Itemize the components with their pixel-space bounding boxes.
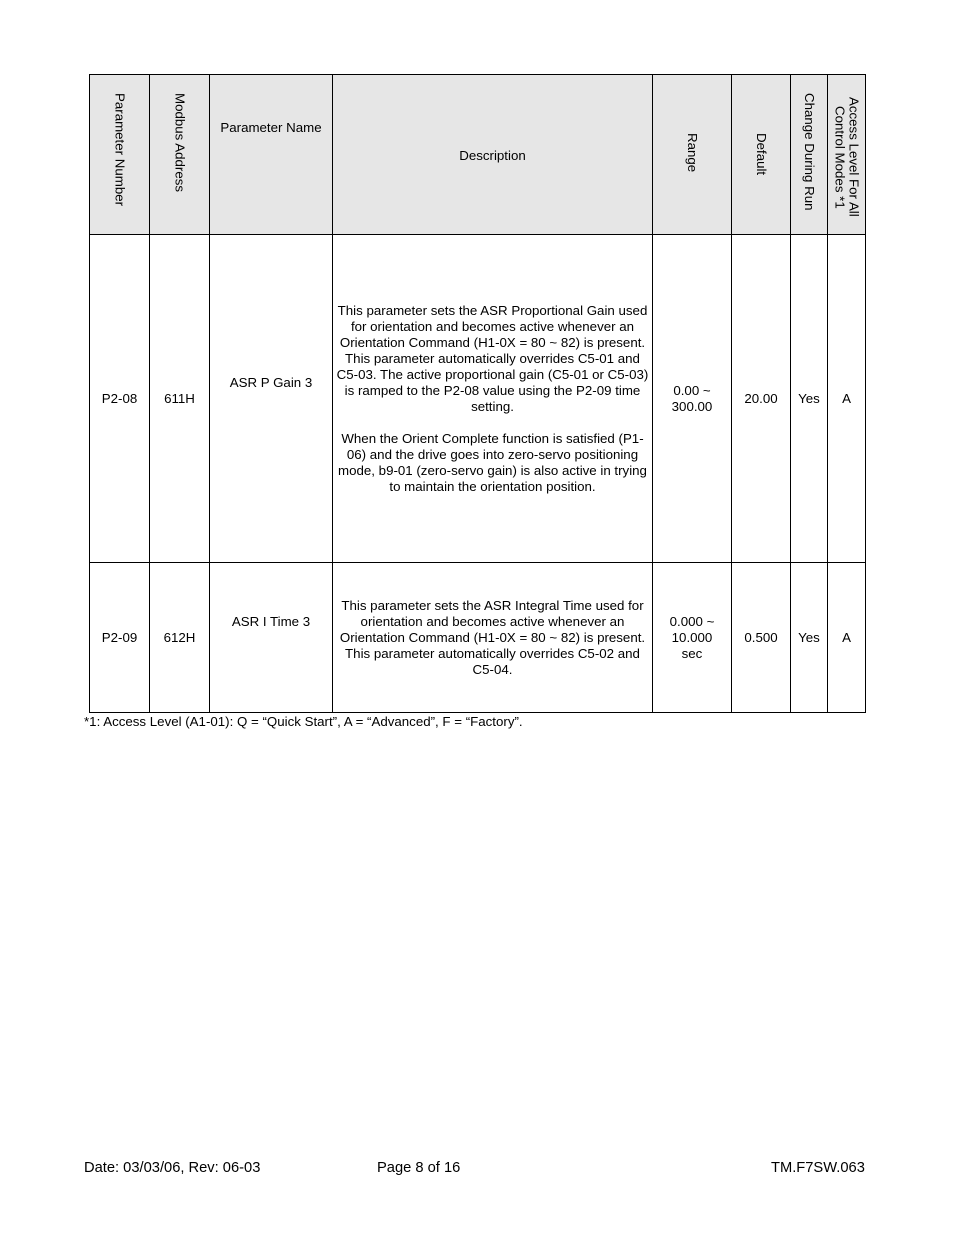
description-paragraph: When the Orient Complete function is satisfied (P1-06) and the drive goes into zero-servo positioning mode, b9-01 (zero-servo gain) is also active in trying to maintain the orientation position.: [338, 430, 647, 494]
header-access-level: Access Level For All Control Modes *1: [828, 75, 866, 235]
header-row: [90, 75, 866, 235]
cell-modbus-address: 611H: [150, 235, 210, 563]
footnote: *1: Access Level (A1-01): Q = “Quick Start”, A = “Advanced”, F = “Factory”.: [84, 714, 523, 729]
header-change-during-run: Change During Run: [791, 75, 828, 235]
cell-parameter-number: P2-09: [90, 563, 150, 713]
cell-default: 20.00: [732, 235, 791, 563]
header-default: Default: [732, 75, 791, 235]
cell-parameter-name: ASR P Gain 3: [210, 235, 333, 563]
cell-change-during-run: Yes: [791, 235, 828, 563]
cell-description: [333, 235, 653, 563]
header-parameter-name: Parameter Name: [210, 75, 333, 235]
header-range: Range: [653, 75, 732, 235]
header-modbus-address: Modbus Address: [150, 75, 210, 235]
header-description: Description: [333, 75, 653, 235]
cell-range: 0.000 ~ 10.000 sec: [653, 563, 732, 713]
cell-description: [333, 563, 653, 713]
parameter-table: [89, 74, 866, 713]
cell-change-during-run: Yes: [791, 563, 828, 713]
footer-date: Date: 03/03/06, Rev: 06-03: [84, 1160, 261, 1176]
cell-access-level: A: [828, 563, 866, 713]
cell-access-level: A: [828, 235, 866, 563]
footer-document-id: TM.F7SW.063: [771, 1160, 865, 1176]
description-paragraph: This parameter sets the ASR Proportional Gain used for orientation and becomes active whenever an Orientation Command (H1-0X = 80 ~ 82) is present. This parameter automatically overrides C5-01 and C5-03. The active proportional gain (C5-01 or C5-03) is ramped to the P2-08 value using the P2-09 time setting.: [336, 302, 649, 414]
cell-modbus-address: 612H: [150, 563, 210, 713]
cell-parameter-number: P2-08: [90, 235, 150, 563]
cell-range: 0.00 ~ 300.00: [653, 235, 732, 563]
cell-default: 0.500: [732, 563, 791, 713]
header-parameter-number: Parameter Number: [90, 75, 150, 235]
description-paragraph: This parameter sets the ASR Integral Time used for orientation and becomes active whenever an Orientation Command (H1-0X = 80 ~ 82) is present. This parameter automatically overrides C5-02 and C5-04.: [339, 597, 646, 677]
table-row: [90, 235, 866, 563]
table-row: [90, 563, 866, 713]
cell-parameter-name: ASR I Time 3: [210, 563, 333, 713]
footer-page-number: Page 8 of 16: [377, 1160, 461, 1176]
